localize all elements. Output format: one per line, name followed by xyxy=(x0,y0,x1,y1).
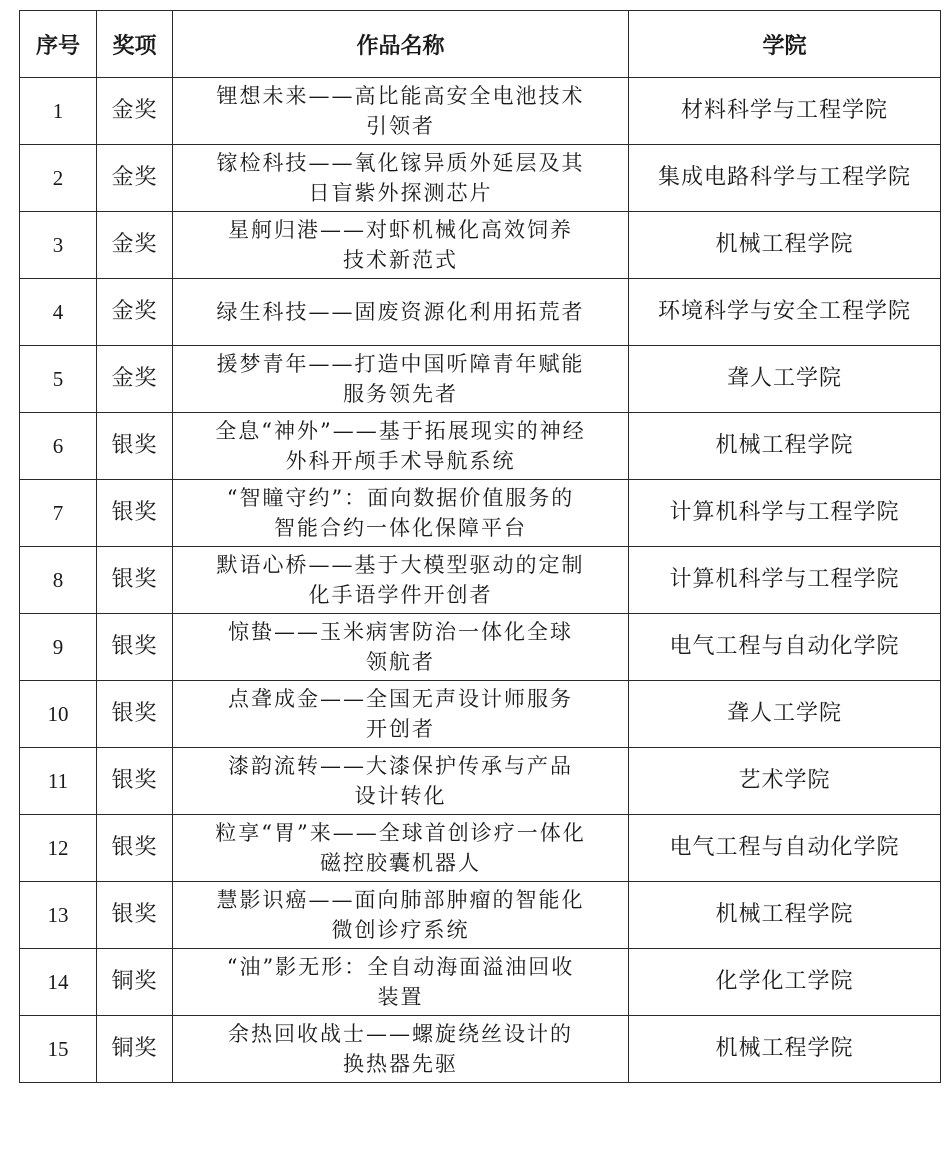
row-number: 14 xyxy=(20,949,97,1016)
header-row xyxy=(20,11,941,78)
work-title-line-2: 开创者 xyxy=(366,717,435,741)
work-title-line-1: 全息“神外”——基于拓展现实的神经 xyxy=(215,419,586,443)
table-row xyxy=(20,78,941,145)
award-level: 银奖 xyxy=(97,413,173,480)
table-row xyxy=(20,279,941,346)
table-row xyxy=(20,681,941,748)
college-name: 艺术学院 xyxy=(629,748,941,815)
college-name: 机械工程学院 xyxy=(629,882,941,949)
award-level: 银奖 xyxy=(97,480,173,547)
row-number: 5 xyxy=(20,346,97,413)
award-level: 金奖 xyxy=(97,346,173,413)
table-row xyxy=(20,346,941,413)
work-title-line-1: 漆韵流转——大漆保护传承与产品 xyxy=(228,754,573,778)
row-number: 1 xyxy=(20,78,97,145)
college-name: 电气工程与自动化学院 xyxy=(629,815,941,882)
work-title xyxy=(173,346,629,413)
header-college: 学院 xyxy=(629,11,941,78)
row-number: 13 xyxy=(20,882,97,949)
row-number: 6 xyxy=(20,413,97,480)
work-title xyxy=(173,1016,629,1083)
work-title-line-2: 领航者 xyxy=(366,650,435,674)
row-number: 8 xyxy=(20,547,97,614)
work-title-line-2: 智能合约一体化保障平台 xyxy=(274,516,527,540)
work-title-line-2: 装置 xyxy=(377,985,424,1009)
work-title-line-2: 换热器先驱 xyxy=(343,1052,458,1076)
row-number: 9 xyxy=(20,614,97,681)
work-title-line-1: 惊蛰——玉米病害防治一体化全球 xyxy=(228,620,573,644)
table-row xyxy=(20,1016,941,1083)
table-body xyxy=(20,78,941,1083)
work-title-line-1: 镓检科技——氧化镓异质外延层及其 xyxy=(216,151,585,175)
college-name: 集成电路科学与工程学院 xyxy=(629,145,941,212)
work-title-line-2: 引领者 xyxy=(366,114,435,138)
college-name: 环境科学与安全工程学院 xyxy=(629,279,941,346)
awards-table xyxy=(19,10,941,1083)
table-header xyxy=(20,11,941,78)
work-title-line-1: 默语心桥——基于大模型驱动的定制 xyxy=(216,553,585,577)
work-title-line-1: “油”影无形：全自动海面溢油回收 xyxy=(226,955,575,979)
college-name: 计算机科学与工程学院 xyxy=(629,547,941,614)
award-level: 金奖 xyxy=(97,78,173,145)
award-level: 银奖 xyxy=(97,748,173,815)
work-title-line-1: 点聋成金——全国无声设计师服务 xyxy=(228,687,573,711)
table-row xyxy=(20,145,941,212)
table-row xyxy=(20,547,941,614)
work-title xyxy=(173,279,629,346)
header-no: 序号 xyxy=(20,11,97,78)
row-number: 15 xyxy=(20,1016,97,1083)
work-title xyxy=(173,681,629,748)
award-level: 银奖 xyxy=(97,815,173,882)
work-title-line-2: 化手语学件开创者 xyxy=(308,583,493,607)
college-name: 化学化工学院 xyxy=(629,949,941,1016)
work-title-line-1: 星舸归港——对虾机械化高效饲养 xyxy=(228,218,573,242)
work-title xyxy=(173,614,629,681)
row-number: 3 xyxy=(20,212,97,279)
work-title-line-1: 援梦青年——打造中国听障青年赋能 xyxy=(216,352,585,376)
work-title-line-2: 磁控胶囊机器人 xyxy=(320,851,481,875)
work-title-line-2: 外科开颅手术导航系统 xyxy=(285,449,516,473)
table-row xyxy=(20,815,941,882)
row-number: 2 xyxy=(20,145,97,212)
work-title-line-2: 服务领先者 xyxy=(343,382,458,406)
college-name: 聋人工学院 xyxy=(629,681,941,748)
work-title-line-1: 绿生科技——固废资源化利用拓荒者 xyxy=(216,300,585,324)
row-number: 4 xyxy=(20,279,97,346)
award-level: 金奖 xyxy=(97,145,173,212)
table-row xyxy=(20,413,941,480)
work-title-line-1: 慧影识癌——面向肺部肿瘤的智能化 xyxy=(216,888,585,912)
work-title xyxy=(173,145,629,212)
work-title-line-2: 微创诊疗系统 xyxy=(331,918,470,942)
college-name: 机械工程学院 xyxy=(629,1016,941,1083)
college-name: 电气工程与自动化学院 xyxy=(629,614,941,681)
award-level: 铜奖 xyxy=(97,1016,173,1083)
work-title-line-1: 余热回收战士——螺旋绕丝设计的 xyxy=(228,1022,573,1046)
award-level: 银奖 xyxy=(97,681,173,748)
college-name: 计算机科学与工程学院 xyxy=(629,480,941,547)
table-row xyxy=(20,614,941,681)
award-level: 铜奖 xyxy=(97,949,173,1016)
college-name: 材料科学与工程学院 xyxy=(629,78,941,145)
work-title-line-1: 锂想未来——高比能高安全电池技术 xyxy=(216,84,585,108)
award-level: 金奖 xyxy=(97,279,173,346)
row-number: 10 xyxy=(20,681,97,748)
work-title xyxy=(173,882,629,949)
table-row xyxy=(20,480,941,547)
award-level: 银奖 xyxy=(97,614,173,681)
work-title xyxy=(173,547,629,614)
work-title xyxy=(173,949,629,1016)
table-row xyxy=(20,949,941,1016)
header-award: 奖项 xyxy=(97,11,173,78)
header-work: 作品名称 xyxy=(173,11,629,78)
row-number: 12 xyxy=(20,815,97,882)
work-title xyxy=(173,212,629,279)
table-row xyxy=(20,748,941,815)
work-title xyxy=(173,78,629,145)
award-level: 银奖 xyxy=(97,547,173,614)
work-title xyxy=(173,748,629,815)
award-level: 银奖 xyxy=(97,882,173,949)
college-name: 机械工程学院 xyxy=(629,212,941,279)
award-level: 金奖 xyxy=(97,212,173,279)
table-row xyxy=(20,212,941,279)
work-title xyxy=(173,480,629,547)
row-number: 11 xyxy=(20,748,97,815)
work-title-line-1: “智瞳守约”：面向数据价值服务的 xyxy=(226,486,575,510)
row-number: 7 xyxy=(20,480,97,547)
work-title-line-1: 粒享“胃”来——全球首创诊疗一体化 xyxy=(215,821,586,845)
college-name: 机械工程学院 xyxy=(629,413,941,480)
work-title-line-2: 设计转化 xyxy=(354,784,447,808)
work-title-line-2: 技术新范式 xyxy=(343,248,458,272)
work-title xyxy=(173,413,629,480)
work-title-line-2: 日盲紫外探测芯片 xyxy=(308,181,493,205)
table-row xyxy=(20,882,941,949)
college-name: 聋人工学院 xyxy=(629,346,941,413)
work-title xyxy=(173,815,629,882)
